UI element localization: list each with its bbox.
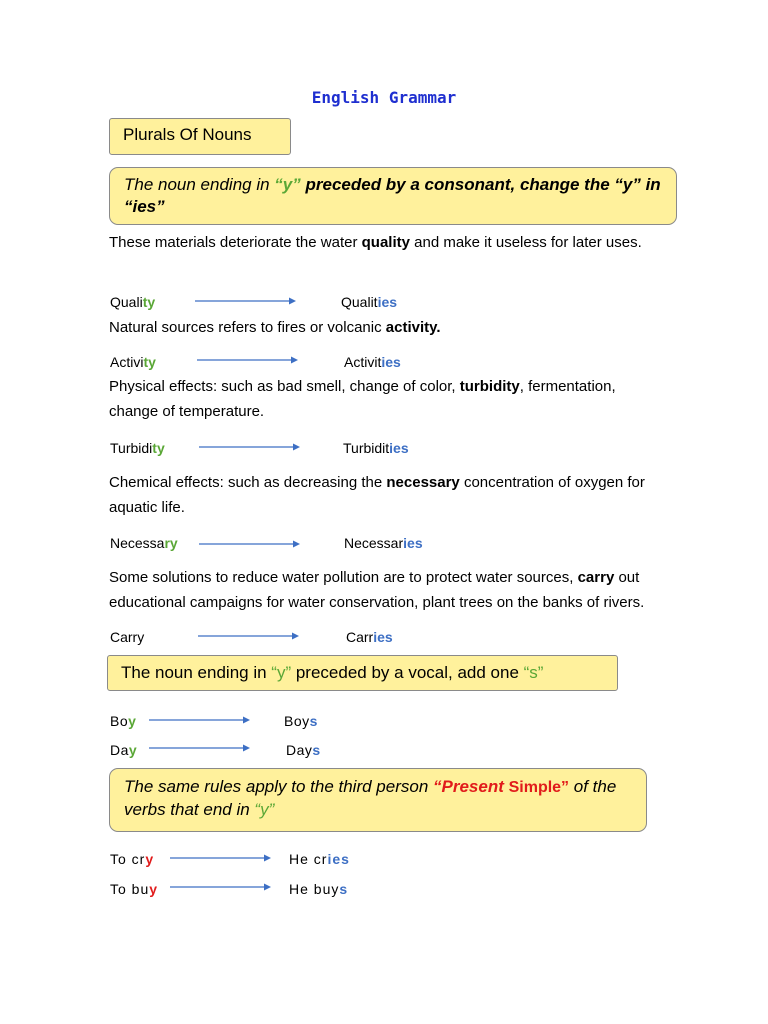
stem: Carr <box>346 629 374 645</box>
stem: To bu <box>110 881 150 897</box>
text: These materials deteriorate the water <box>109 234 362 251</box>
arrow-right-icon <box>199 443 300 451</box>
page-title: English Grammar <box>311 88 457 107</box>
ending: ry <box>164 535 178 551</box>
pair-carry-singular <box>110 629 144 645</box>
pair-quality-singular <box>110 294 155 310</box>
pair-day-plural <box>286 742 321 758</box>
rule-text-vocal <box>121 662 616 684</box>
pair-quality-plural <box>341 294 397 310</box>
stem: Day <box>286 742 313 758</box>
ending: ies <box>381 354 401 370</box>
pair-boy-singular <box>110 713 136 729</box>
section-label-box <box>109 118 291 155</box>
text: Chemical effects: such as decreasing the <box>109 474 387 491</box>
keyword-quality: quality <box>361 234 410 251</box>
pair-cry-base <box>110 851 154 867</box>
ending: ies <box>389 440 409 456</box>
arrow-right-icon <box>199 540 300 548</box>
ending: ty <box>152 440 165 456</box>
keyword-activity: activity. <box>385 319 441 336</box>
keyword-necessary: necessary <box>386 474 460 491</box>
ending: ty <box>143 354 156 370</box>
arrow-right-icon <box>149 744 250 752</box>
stem: Carry <box>110 629 145 645</box>
pair-turbidity-singular <box>110 440 165 456</box>
stem: Boy <box>284 713 310 729</box>
arrow-right-icon <box>198 632 299 640</box>
text: of the verbs that end in <box>124 777 617 819</box>
ending: ty <box>142 294 156 310</box>
text: , fermentation, change of temperature. <box>109 378 616 420</box>
ending: ies <box>377 294 398 310</box>
keyword-carry: carry <box>577 569 615 586</box>
arrow-right-icon <box>195 297 296 305</box>
stem: Da <box>110 742 129 758</box>
stem: He cr <box>289 851 328 867</box>
rule-text-consonant <box>124 174 669 218</box>
ending: s <box>312 742 321 758</box>
ending: s <box>309 713 318 729</box>
pair-necessary-singular <box>110 535 178 551</box>
ending: ies <box>403 535 423 551</box>
arrow-right-icon <box>170 854 271 862</box>
ending: y <box>145 851 155 867</box>
stem: Activi <box>110 354 144 370</box>
ending: ies <box>327 851 350 867</box>
stem: Necessa <box>110 535 165 551</box>
rule3-quote-y: “y” <box>254 800 275 819</box>
stem: Turbidi <box>110 440 153 456</box>
rule1-quote-y: “y” <box>274 175 301 194</box>
ending: y <box>149 881 159 897</box>
rule-box-present-simple <box>109 768 647 832</box>
text: Some solutions to reduce water pollution are to protect water sources, <box>109 569 578 586</box>
ending: ies <box>373 629 393 645</box>
stem: Bo <box>110 713 129 729</box>
stem: He buy <box>289 881 340 897</box>
pair-buy-third-person <box>289 881 348 897</box>
stem: To cr <box>110 851 146 867</box>
pair-necessary-plural <box>344 535 423 551</box>
paragraph-activity <box>109 315 669 340</box>
text: Natural sources refers to fires or volcanic <box>109 319 386 336</box>
pair-activity-singular <box>110 354 156 370</box>
keyword-turbidity: turbidity <box>459 378 520 395</box>
text: The same rules apply to the third person <box>124 777 433 796</box>
rule2-quote-y: “y” <box>271 663 292 682</box>
ending: y <box>128 713 137 729</box>
rule2-quote-s: “s” <box>523 663 544 682</box>
paragraph-quality <box>109 230 654 255</box>
rule1-part1: The noun ending in <box>124 175 275 194</box>
paragraph-carry <box>109 565 669 615</box>
stem: Turbidit <box>343 440 390 456</box>
stem: Qualit <box>341 294 378 310</box>
pair-activity-plural <box>344 354 401 370</box>
text: and make it useless for later uses. <box>409 234 642 251</box>
ending: y <box>128 742 138 758</box>
text: preceded by a vocal, add one <box>291 663 524 682</box>
paragraph-necessary <box>109 470 654 520</box>
simple-label: Simple” <box>508 779 570 796</box>
arrow-right-icon <box>170 883 271 891</box>
ending: s <box>339 881 349 897</box>
rule-text-present-simple <box>124 776 639 821</box>
section-label: Plurals Of Nouns <box>123 125 252 144</box>
text: The noun ending in <box>121 663 272 682</box>
arrow-right-icon <box>149 716 250 724</box>
pair-cry-third-person <box>289 851 350 867</box>
pair-day-singular <box>110 742 137 758</box>
present-label: “Present <box>433 777 509 796</box>
rule-box-vocal <box>107 655 618 691</box>
arrow-right-icon <box>197 356 298 364</box>
paragraph-turbidity <box>109 374 654 424</box>
pair-turbidity-plural <box>343 440 409 456</box>
stem: Necessar <box>344 535 404 551</box>
text: concentration of oxygen for aquatic life. <box>109 474 645 516</box>
text: Physical effects: such as bad smell, change of color, <box>109 378 460 395</box>
pair-buy-base <box>110 881 158 897</box>
text: out educational campaigns for water conservation, plant trees on the banks of rivers. <box>109 569 645 611</box>
rule1-part3: , change the “y” in “ies” <box>124 175 661 216</box>
rule-box-consonant <box>109 167 677 225</box>
rule1-part2: preceded by a consonant <box>300 175 511 194</box>
pair-carry-plural <box>346 629 393 645</box>
stem: Quali <box>110 294 143 310</box>
pair-boy-plural <box>284 713 318 729</box>
stem: Activit <box>344 354 382 370</box>
